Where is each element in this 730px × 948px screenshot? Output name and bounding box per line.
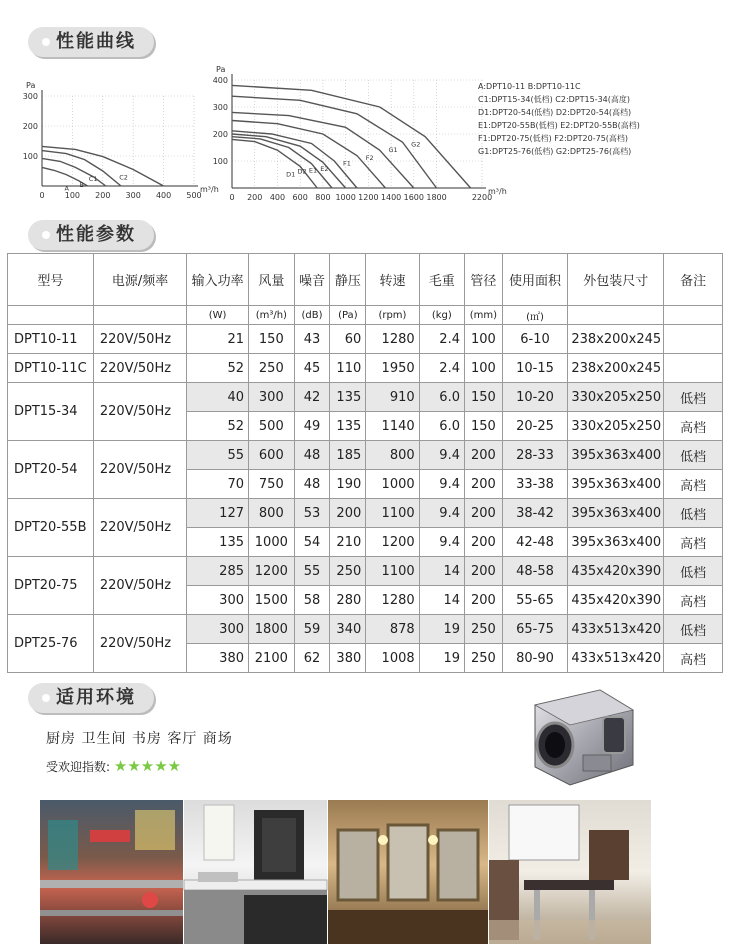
legend-line: F1:DPT20-75(低档) F2:DPT20-75(高档) <box>478 134 629 143</box>
header-cell: 输入功率 <box>187 254 249 306</box>
spec-cell-area: 6-10 <box>502 325 568 354</box>
spec-cell-rpm: 1950 <box>366 354 419 383</box>
spec-cell-rpm: 1140 <box>366 412 419 441</box>
spec-cell-w: 52 <box>187 354 249 383</box>
spec-cell-note: 高档 <box>664 470 723 499</box>
spec-cell-pa: 380 <box>330 644 366 673</box>
mall-image <box>40 800 183 944</box>
unit-cell: (kg) <box>419 306 464 325</box>
model-cell: DPT20-55B <box>8 499 94 557</box>
series-label: E2 <box>320 165 329 173</box>
spec-cell-w: 285 <box>187 557 249 586</box>
header-cell: 外包装尺寸 <box>568 254 664 306</box>
spec-cell-kg: 19 <box>419 644 464 673</box>
x-tick-label: 300 <box>125 191 141 200</box>
spec-cell-kg: 9.4 <box>419 441 464 470</box>
spec-cell-pa: 190 <box>330 470 366 499</box>
spec-cell-kg: 6.0 <box>419 383 464 412</box>
spec-cell-note: 低档 <box>664 499 723 528</box>
spec-cell-note: 高档 <box>664 412 723 441</box>
param-title-text: 性能参数 <box>56 224 136 245</box>
series-label: F2 <box>365 154 374 163</box>
spec-cell-kg: 14 <box>419 586 464 615</box>
spec-cell-kg: 2.4 <box>419 325 464 354</box>
table-row <box>8 615 723 644</box>
spec-cell-pa: 250 <box>330 557 366 586</box>
spec-cell-air: 150 <box>249 325 295 354</box>
spec-cell-w: 52 <box>187 412 249 441</box>
x-tick-label: 200 <box>95 191 111 200</box>
y-tick-label: 200 <box>212 130 228 139</box>
power-cell: 220V/50Hz <box>93 557 186 615</box>
spec-cell-air: 1800 <box>249 615 295 644</box>
spec-cell-note: 低档 <box>664 615 723 644</box>
series-line-D1 <box>232 139 317 188</box>
spec-cell-w: 55 <box>187 441 249 470</box>
spec-cell-rpm: 1100 <box>366 557 419 586</box>
spec-cell-mm: 100 <box>464 354 502 383</box>
y-tick-label: 400 <box>212 76 228 85</box>
header-cell: 管径 <box>464 254 502 306</box>
spec-cell-area: 10-20 <box>502 383 568 412</box>
unit-cell <box>568 306 664 325</box>
legend-line: E1:DPT20-55B(低档) E2:DPT20-55B(高档) <box>478 121 640 130</box>
spec-cell-mm: 200 <box>464 499 502 528</box>
series-line-D2 <box>232 137 332 188</box>
header-cell: 静压 <box>330 254 366 306</box>
spec-cell-note <box>664 325 723 354</box>
unit-cell <box>664 306 723 325</box>
spec-cell-pa: 340 <box>330 615 366 644</box>
spec-cell-air: 750 <box>249 470 295 499</box>
spec-cell-db: 48 <box>294 441 330 470</box>
table-row <box>8 383 723 412</box>
x-axis-label: m³/h <box>200 185 219 194</box>
spec-cell-db: 58 <box>294 586 330 615</box>
unit-cell: (Pa) <box>330 306 366 325</box>
unit-cell: (W) <box>187 306 249 325</box>
popularity-label: 受欢迎指数: <box>46 760 111 774</box>
spec-cell-rpm: 1280 <box>366 325 419 354</box>
spec-cell-pkg: 395x363x400 <box>568 499 664 528</box>
spec-cell-kg: 9.4 <box>419 528 464 557</box>
x-tick-label: 500 <box>186 191 202 200</box>
living-room-image <box>489 800 651 944</box>
spec-cell-kg: 6.0 <box>419 412 464 441</box>
spec-cell-air: 250 <box>249 354 295 383</box>
legend-line: C1:DPT15-34(低档) C2:DPT15-34(高度) <box>478 95 631 104</box>
legend-line: D1:DPT20-54(低档) D2:DPT20-54(高档) <box>478 108 632 117</box>
model-cell: DPT20-75 <box>8 557 94 615</box>
y-axis-label: Pa <box>216 65 226 74</box>
x-tick-label: 1600 <box>403 193 424 202</box>
param-section-title <box>28 220 154 250</box>
spec-cell-w: 300 <box>187 615 249 644</box>
model-cell: DPT15-34 <box>8 383 94 441</box>
spec-cell-pkg: 238x200x245 <box>568 354 664 383</box>
series-label: G2 <box>411 140 421 149</box>
spec-cell-rpm: 1000 <box>366 470 419 499</box>
unit-cell: (m³/h) <box>249 306 295 325</box>
x-tick-label: 800 <box>315 193 331 202</box>
legend-line: A:DPT10-11 B:DPT10-11C <box>478 82 581 91</box>
x-tick-label: 1800 <box>426 193 447 202</box>
model-cell: DPT25-76 <box>8 615 94 673</box>
spec-cell-kg: 9.4 <box>419 499 464 528</box>
mall-photo <box>40 800 183 944</box>
spec-cell-pkg: 330x205x250 <box>568 383 664 412</box>
power-cell: 220V/50Hz <box>93 441 186 499</box>
spec-cell-pkg: 395x363x400 <box>568 441 664 470</box>
spec-cell-kg: 9.4 <box>419 470 464 499</box>
chart-large-fans <box>200 56 507 208</box>
series-label: B <box>79 181 85 189</box>
spec-cell-pa: 280 <box>330 586 366 615</box>
spec-cell-kg: 14 <box>419 557 464 586</box>
spec-cell-pa: 185 <box>330 441 366 470</box>
series-label: A <box>64 184 69 193</box>
spec-cell-rpm: 1280 <box>366 586 419 615</box>
spec-cell-air: 600 <box>249 441 295 470</box>
spec-cell-db: 54 <box>294 528 330 557</box>
spec-cell-pkg: 395x363x400 <box>568 528 664 557</box>
series-label: G1 <box>388 146 398 155</box>
y-tick-label: 200 <box>22 122 38 131</box>
series-label: F1 <box>343 159 351 168</box>
spec-cell-db: 59 <box>294 615 330 644</box>
y-tick-label: 100 <box>22 152 38 161</box>
model-cell: DPT20-54 <box>8 441 94 499</box>
spec-cell-air: 500 <box>249 412 295 441</box>
spec-cell-mm: 150 <box>464 383 502 412</box>
spec-cell-db: 62 <box>294 644 330 673</box>
spec-cell-rpm: 910 <box>366 383 419 412</box>
spec-cell-area: 10-15 <box>502 354 568 383</box>
spec-cell-mm: 200 <box>464 586 502 615</box>
spec-cell-note: 高档 <box>664 528 723 557</box>
table-row <box>8 325 723 354</box>
spec-cell-note: 低档 <box>664 441 723 470</box>
model-cell: DPT10-11C <box>8 354 94 383</box>
model-cell: DPT10-11 <box>8 325 94 354</box>
spec-cell-pa: 110 <box>330 354 366 383</box>
x-tick-label: 400 <box>155 191 172 200</box>
bullet-icon <box>42 231 50 239</box>
header-cell: 备注 <box>664 254 723 306</box>
spec-cell-mm: 100 <box>464 325 502 354</box>
spec-cell-w: 380 <box>187 644 249 673</box>
header-cell: 使用面积 <box>502 254 568 306</box>
spec-cell-rpm: 1008 <box>366 644 419 673</box>
x-tick-label: 0 <box>39 191 45 200</box>
unit-cell: (rpm) <box>366 306 419 325</box>
spec-cell-area: 28-33 <box>502 441 568 470</box>
power-cell: 220V/50Hz <box>93 383 186 441</box>
power-cell: 220V/50Hz <box>93 615 186 673</box>
series-label: E1 <box>308 166 318 175</box>
x-tick-label: 400 <box>269 193 286 202</box>
power-cell: 220V/50Hz <box>93 499 186 557</box>
spec-cell-pkg: 238x200x245 <box>568 325 664 354</box>
bullet-icon <box>42 694 50 702</box>
series-label: C2 <box>119 173 128 182</box>
duct-fan-product-image <box>515 685 640 795</box>
table-row <box>8 499 723 528</box>
spec-cell-air: 1500 <box>249 586 295 615</box>
header-cell: 风量 <box>249 254 295 306</box>
spec-cell-pkg: 395x363x400 <box>568 470 664 499</box>
series-label: D1 <box>286 170 296 179</box>
spec-cell-note: 高档 <box>664 644 723 673</box>
spec-cell-db: 49 <box>294 412 330 441</box>
spec-cell-db: 55 <box>294 557 330 586</box>
chart-legend <box>478 80 640 158</box>
spec-cell-rpm: 800 <box>366 441 419 470</box>
living-room-photo <box>489 800 651 944</box>
header-cell: 噪音 <box>294 254 330 306</box>
kitchen-image <box>184 800 327 944</box>
curve-title-text: 性能曲线 <box>56 31 136 52</box>
x-tick-label: 0 <box>229 193 235 202</box>
spec-cell-area: 80-90 <box>502 644 568 673</box>
spec-cell-w: 70 <box>187 470 249 499</box>
spec-cell-pa: 135 <box>330 412 366 441</box>
spec-cell-area: 65-75 <box>502 615 568 644</box>
spec-cell-db: 43 <box>294 325 330 354</box>
spec-cell-air: 800 <box>249 499 295 528</box>
env-title-text: 适用环境 <box>56 687 136 708</box>
spec-cell-air: 1200 <box>249 557 295 586</box>
x-axis-label: m³/h <box>488 187 507 196</box>
spec-cell-pa: 135 <box>330 383 366 412</box>
spec-cell-note: 高档 <box>664 586 723 615</box>
spec-cell-note <box>664 354 723 383</box>
spec-cell-area: 38-42 <box>502 499 568 528</box>
spec-cell-pkg: 433x513x420 <box>568 644 664 673</box>
spec-cell-rpm: 878 <box>366 615 419 644</box>
env-section-title <box>28 683 154 713</box>
bathroom-image <box>328 800 488 944</box>
series-label: C1 <box>88 175 98 183</box>
y-tick-label: 100 <box>212 157 228 166</box>
power-cell: 220V/50Hz <box>93 325 186 354</box>
spec-cell-w: 40 <box>187 383 249 412</box>
popularity-rating <box>46 757 181 775</box>
spec-cell-area: 42-48 <box>502 528 568 557</box>
spec-cell-db: 45 <box>294 354 330 383</box>
spec-cell-air: 2100 <box>249 644 295 673</box>
header-cell: 毛重 <box>419 254 464 306</box>
y-tick-label: 300 <box>22 92 38 101</box>
unit-cell: (㎡) <box>502 306 568 325</box>
spec-cell-pkg: 330x205x250 <box>568 412 664 441</box>
x-tick-label: 1200 <box>358 193 379 202</box>
spec-cell-kg: 2.4 <box>419 354 464 383</box>
header-cell: 转速 <box>366 254 419 306</box>
spec-cell-pkg: 435x420x390 <box>568 557 664 586</box>
spec-cell-pa: 210 <box>330 528 366 557</box>
spec-cell-area: 20-25 <box>502 412 568 441</box>
x-tick-label: 100 <box>64 191 81 200</box>
spec-cell-db: 42 <box>294 383 330 412</box>
star-rating-icon: ★★★★★ <box>113 757 182 775</box>
header-cell: 型号 <box>8 254 94 306</box>
spec-cell-air: 300 <box>249 383 295 412</box>
spec-cell-db: 53 <box>294 499 330 528</box>
spec-cell-area: 48-58 <box>502 557 568 586</box>
spec-table <box>7 253 723 673</box>
unit-cell <box>8 306 94 325</box>
x-tick-label: 1400 <box>380 193 402 202</box>
spec-cell-note: 低档 <box>664 383 723 412</box>
spec-cell-note: 低档 <box>664 557 723 586</box>
spec-cell-mm: 200 <box>464 441 502 470</box>
x-tick-label: 600 <box>292 193 308 202</box>
power-cell: 220V/50Hz <box>93 354 186 383</box>
legend-line: G1:DPT25-76(低档) G2:DPT25-76(高档) <box>478 147 632 156</box>
table-units-row <box>8 306 723 325</box>
unit-cell <box>93 306 186 325</box>
bullet-icon <box>42 38 50 46</box>
y-axis-label: Pa <box>26 81 36 90</box>
y-tick-label: 300 <box>212 103 228 112</box>
curve-section-title <box>28 27 154 57</box>
series-label: D2 <box>297 167 307 176</box>
spec-cell-area: 55-65 <box>502 586 568 615</box>
bathroom-photo <box>328 800 488 944</box>
chart-small-fans <box>20 68 219 208</box>
spec-cell-area: 33-38 <box>502 470 568 499</box>
spec-cell-w: 300 <box>187 586 249 615</box>
x-tick-label: 200 <box>247 193 263 202</box>
spec-cell-mm: 250 <box>464 615 502 644</box>
spec-cell-pkg: 435x420x390 <box>568 586 664 615</box>
spec-cell-mm: 150 <box>464 412 502 441</box>
spec-cell-rpm: 1100 <box>366 499 419 528</box>
kitchen-photo <box>184 800 327 944</box>
unit-cell: (mm) <box>464 306 502 325</box>
spec-cell-w: 127 <box>187 499 249 528</box>
spec-cell-w: 135 <box>187 528 249 557</box>
x-tick-label: 1000 <box>335 193 356 202</box>
spec-cell-w: 21 <box>187 325 249 354</box>
spec-cell-mm: 200 <box>464 557 502 586</box>
header-cell: 电源/频率 <box>93 254 186 306</box>
spec-cell-pkg: 433x513x420 <box>568 615 664 644</box>
table-row <box>8 441 723 470</box>
spec-cell-rpm: 1200 <box>366 528 419 557</box>
spec-cell-pa: 200 <box>330 499 366 528</box>
spec-cell-mm: 200 <box>464 528 502 557</box>
spec-cell-mm: 250 <box>464 644 502 673</box>
x-tick-label: 2200 <box>471 193 493 202</box>
spec-cell-kg: 19 <box>419 615 464 644</box>
spec-cell-db: 48 <box>294 470 330 499</box>
table-row <box>8 557 723 586</box>
table-row <box>8 354 723 383</box>
spec-cell-pa: 60 <box>330 325 366 354</box>
spec-cell-mm: 200 <box>464 470 502 499</box>
table-header-row <box>8 254 723 306</box>
unit-cell: (dB) <box>294 306 330 325</box>
environment-places: 厨房 卫生间 书房 客厅 商场 <box>46 731 233 747</box>
spec-table-body <box>8 325 723 673</box>
spec-cell-air: 1000 <box>249 528 295 557</box>
